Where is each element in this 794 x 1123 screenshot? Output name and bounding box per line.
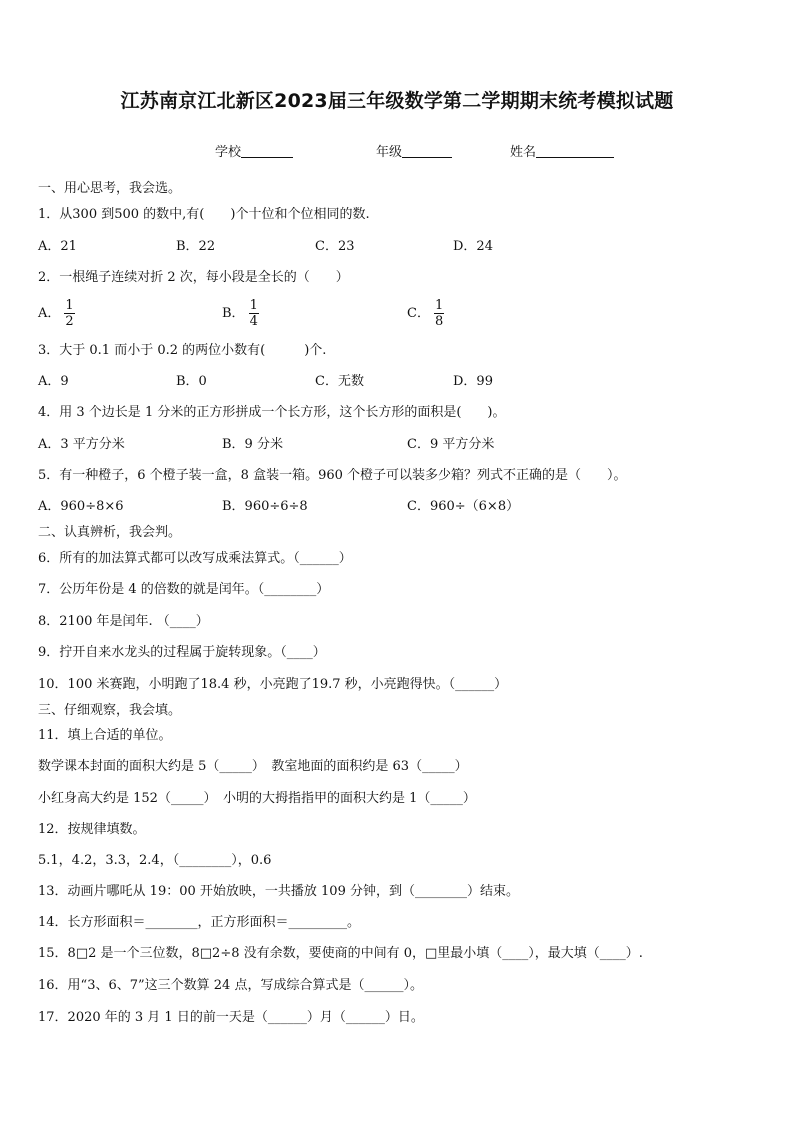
question-5: 5．有一种橙子，6 个橙子装一盒，8 盒装一箱。960 个橙子可以装多少箱？列式不正确的是（ ）。 <box>38 468 627 483</box>
q2-option-a-label: A． <box>38 306 61 321</box>
question-11: 11．填上合适的单位。 <box>38 728 172 743</box>
question-17: 17．2020 年的 3 月 1 日的前一天是（______）月（______）日。 <box>38 1010 424 1025</box>
page-title: 江苏南京江北新区2023届三年级数学第二学期期末统考模拟试题 <box>120 90 674 112</box>
question-3: 3．大于 0.1 而小于 0.2 的两位小数有( )个. <box>38 343 327 358</box>
q2-option-a[interactable] <box>38 298 75 329</box>
q2-option-c-label: C． <box>407 306 430 321</box>
question-14: 14．长方形面积＝________，正方形面积＝_________。 <box>38 915 361 930</box>
name-field <box>510 141 614 160</box>
question-7: 7．公历年份是 4 的倍数的就是闰年。（________） <box>38 582 330 597</box>
question-6: 6．所有的加法算式都可以改写成乘法算式。（______） <box>38 551 352 566</box>
q1-option-d[interactable]: D．24 <box>453 239 493 254</box>
grade-label: 年级 <box>376 145 403 160</box>
q2-option-b[interactable] <box>222 298 259 329</box>
section-2-heading: 二、认真辨析，我会判。 <box>38 525 182 540</box>
q3-option-d[interactable]: D．99 <box>453 374 493 389</box>
question-2: 2．一根绳子连续对折 2 次，每小段是全长的（ ） <box>38 270 349 285</box>
q4-option-c[interactable]: C．9 平方分米 <box>407 437 495 452</box>
school-field <box>215 141 293 160</box>
name-label: 姓名 <box>510 145 537 160</box>
question-15: 15．8□2 是一个三位数，8□2÷8 没有余数，要使商的中间有 0，□里最小填（____），最大填（____）. <box>38 946 643 961</box>
q5-option-c[interactable]: C．960÷（6×8） <box>407 499 520 514</box>
q5-option-b[interactable]: B．960÷6÷8 <box>222 499 308 514</box>
question-11-line-2: 小红身高大约是 152（_____） 小明的大拇指指甲的面积大约是 1（_____） <box>38 791 476 806</box>
grade-blank[interactable] <box>402 144 452 158</box>
q2-option-c[interactable] <box>407 298 444 329</box>
q3-option-b[interactable]: B．0 <box>176 374 207 389</box>
q4-option-a[interactable]: A．3 平方分米 <box>38 437 125 452</box>
question-9: 9．拧开自来水龙头的过程属于旋转现象。（____） <box>38 645 326 660</box>
question-16: 16．用“3、6、7”这三个数算 24 点，写成综合算式是（______）。 <box>38 978 423 993</box>
question-1: 1．从300 到500 的数中,有( )个十位和个位相同的数. <box>38 207 370 222</box>
q3-option-c[interactable]: C．无数 <box>315 374 364 389</box>
question-8: 8．2100 年是闰年. （____） <box>38 614 209 629</box>
school-blank[interactable] <box>241 144 293 158</box>
question-13: 13．动画片哪吒从 19：00 开始放映，一共播放 109 分钟，到（________）结束。 <box>38 884 519 899</box>
q3-option-a[interactable]: A．9 <box>38 374 69 389</box>
q1-option-b[interactable]: B．22 <box>176 239 216 254</box>
q2-option-b-label: B． <box>222 306 245 321</box>
grade-field <box>376 141 452 160</box>
fraction-one-half: $\frac{1}{2}$ <box>65 298 74 329</box>
question-12: 12．按规律填数。 <box>38 822 146 837</box>
section-3-heading: 三、仔细观察，我会填。 <box>38 703 182 718</box>
school-label: 学校 <box>215 145 242 160</box>
fraction-one-eighth: $\frac{1}{8}$ <box>434 298 444 329</box>
name-blank[interactable] <box>536 144 614 158</box>
q5-option-a[interactable]: A．960÷8×6 <box>38 499 124 514</box>
fraction-one-quarter: $\frac{1}{4}$ <box>249 298 258 329</box>
q1-option-a[interactable]: A．21 <box>38 239 77 254</box>
q1-option-c[interactable]: C．23 <box>315 239 355 254</box>
question-11-line-1: 数学课本封面的面积大约是 5（_____） 教室地面的面积约是 63（_____） <box>38 759 468 774</box>
question-12-sequence: 5.1，4.2，3.3，2.4，（________），0.6 <box>38 853 272 868</box>
question-10: 10．100 米赛跑，小明跑了18.4 秒，小亮跑了19.7 秒，小亮跑得快。（______） <box>38 677 508 692</box>
section-1-heading: 一、用心思考，我会选。 <box>38 181 182 196</box>
question-4: 4．用 3 个边长是 1 分米的正方形拼成一个长方形，这个长方形的面积是( )。 <box>38 405 506 420</box>
q4-option-b[interactable]: B．9 分米 <box>222 437 283 452</box>
